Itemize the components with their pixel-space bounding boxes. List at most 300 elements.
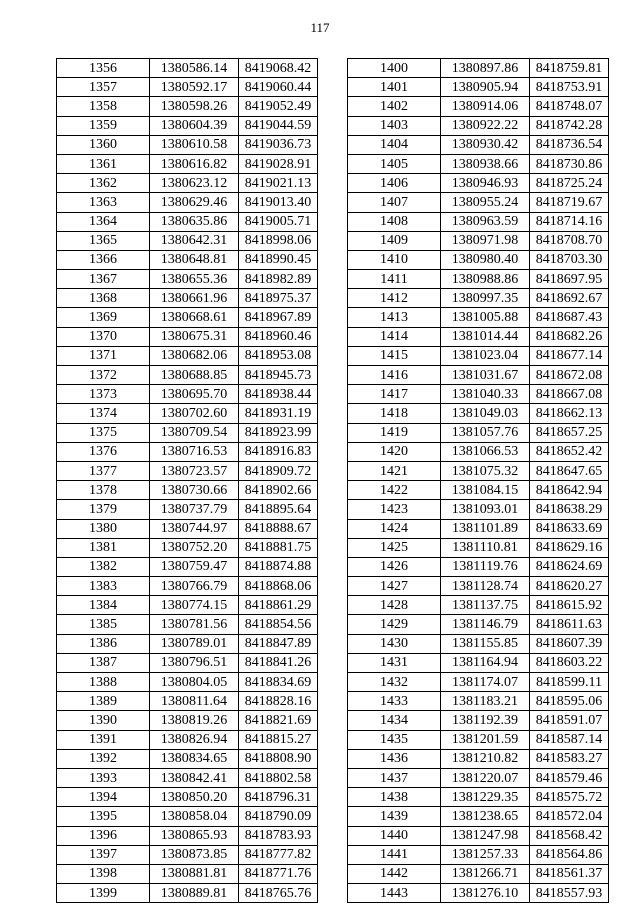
x-coordinate-cell: 1381210.82 <box>441 749 530 768</box>
point-number-cell: 1416 <box>348 366 441 385</box>
table-row <box>348 673 609 692</box>
table-row <box>57 519 318 538</box>
x-coordinate-cell: 1381057.76 <box>441 423 530 442</box>
table-row <box>57 634 318 653</box>
table-row <box>57 768 318 787</box>
point-number-cell: 1405 <box>348 154 441 173</box>
table-row <box>348 826 609 845</box>
x-coordinate-cell: 1381040.33 <box>441 385 530 404</box>
point-number-cell: 1426 <box>348 557 441 576</box>
table-row <box>57 404 318 423</box>
table-row <box>348 730 609 749</box>
table-row <box>348 385 609 404</box>
y-coordinate-cell: 8418868.06 <box>239 577 318 596</box>
point-number-cell: 1367 <box>57 270 150 289</box>
table-row <box>57 346 318 365</box>
y-coordinate-cell: 8418847.89 <box>239 634 318 653</box>
point-number-cell: 1408 <box>348 212 441 231</box>
point-number-cell: 1434 <box>348 711 441 730</box>
point-number-cell: 1414 <box>348 327 441 346</box>
y-coordinate-cell: 8419021.13 <box>239 174 318 193</box>
point-number-cell: 1407 <box>348 193 441 212</box>
coordinates-table-right <box>347 58 609 903</box>
page-number: 117 <box>310 20 330 35</box>
y-coordinate-cell: 8418821.69 <box>239 711 318 730</box>
table-row <box>348 653 609 672</box>
table-row <box>348 596 609 615</box>
table-row <box>348 116 609 135</box>
y-coordinate-cell: 8418945.73 <box>239 366 318 385</box>
y-coordinate-cell: 8418748.07 <box>530 97 609 116</box>
y-coordinate-cell: 8418938.44 <box>239 385 318 404</box>
x-coordinate-cell: 1381084.15 <box>441 481 530 500</box>
y-coordinate-cell: 8418575.72 <box>530 788 609 807</box>
y-coordinate-cell: 8418881.75 <box>239 538 318 557</box>
y-coordinate-cell: 8418834.69 <box>239 673 318 692</box>
x-coordinate-cell: 1380865.93 <box>150 826 239 845</box>
point-number-cell: 1443 <box>348 884 441 903</box>
x-coordinate-cell: 1381049.03 <box>441 404 530 423</box>
coordinates-table-left <box>56 58 318 903</box>
point-number-cell: 1389 <box>57 692 150 711</box>
y-coordinate-cell: 8418561.37 <box>530 864 609 883</box>
y-coordinate-cell: 8418990.45 <box>239 250 318 269</box>
x-coordinate-cell: 1381101.89 <box>441 519 530 538</box>
table-row <box>57 692 318 711</box>
x-coordinate-cell: 1380586.14 <box>150 59 239 78</box>
x-coordinate-cell: 1380759.47 <box>150 557 239 576</box>
table-row <box>57 461 318 480</box>
table-row <box>57 327 318 346</box>
table-row <box>57 481 318 500</box>
point-number-cell: 1366 <box>57 250 150 269</box>
point-number-cell: 1356 <box>57 59 150 78</box>
y-coordinate-cell: 8418703.30 <box>530 250 609 269</box>
table-row <box>348 212 609 231</box>
table-row <box>348 577 609 596</box>
x-coordinate-cell: 1380881.81 <box>150 864 239 883</box>
y-coordinate-cell: 8418587.14 <box>530 730 609 749</box>
x-coordinate-cell: 1381066.53 <box>441 442 530 461</box>
point-number-cell: 1365 <box>57 231 150 250</box>
point-number-cell: 1397 <box>57 845 150 864</box>
table-row <box>348 78 609 97</box>
table-row <box>57 653 318 672</box>
y-coordinate-cell: 8419036.73 <box>239 135 318 154</box>
table-row <box>57 270 318 289</box>
x-coordinate-cell: 1380955.24 <box>441 193 530 212</box>
point-number-cell: 1376 <box>57 442 150 461</box>
point-number-cell: 1371 <box>57 346 150 365</box>
table-row <box>348 270 609 289</box>
point-number-cell: 1399 <box>57 884 150 903</box>
x-coordinate-cell: 1381183.21 <box>441 692 530 711</box>
y-coordinate-cell: 8419044.59 <box>239 116 318 135</box>
point-number-cell: 1437 <box>348 768 441 787</box>
y-coordinate-cell: 8418802.58 <box>239 768 318 787</box>
table-row <box>57 615 318 634</box>
y-coordinate-cell: 8418790.09 <box>239 807 318 826</box>
x-coordinate-cell: 1381229.35 <box>441 788 530 807</box>
point-number-cell: 1422 <box>348 481 441 500</box>
y-coordinate-cell: 8418642.94 <box>530 481 609 500</box>
x-coordinate-cell: 1381164.94 <box>441 653 530 672</box>
x-coordinate-cell: 1381247.98 <box>441 826 530 845</box>
table-row <box>57 788 318 807</box>
y-coordinate-cell: 8418682.26 <box>530 327 609 346</box>
x-coordinate-cell: 1380648.81 <box>150 250 239 269</box>
x-coordinate-cell: 1380905.94 <box>441 78 530 97</box>
table-row <box>57 749 318 768</box>
point-number-cell: 1387 <box>57 653 150 672</box>
y-coordinate-cell: 8418638.29 <box>530 500 609 519</box>
y-coordinate-cell: 8418568.42 <box>530 826 609 845</box>
x-coordinate-cell: 1380980.40 <box>441 250 530 269</box>
point-number-cell: 1358 <box>57 97 150 116</box>
x-coordinate-cell: 1380930.42 <box>441 135 530 154</box>
x-coordinate-cell: 1380635.86 <box>150 212 239 231</box>
x-coordinate-cell: 1380642.31 <box>150 231 239 250</box>
table-row <box>348 500 609 519</box>
y-coordinate-cell: 8418854.56 <box>239 615 318 634</box>
point-number-cell: 1435 <box>348 730 441 749</box>
table-row <box>348 768 609 787</box>
x-coordinate-cell: 1381201.59 <box>441 730 530 749</box>
table-row <box>57 673 318 692</box>
y-coordinate-cell: 8419068.42 <box>239 59 318 78</box>
y-coordinate-cell: 8418765.76 <box>239 884 318 903</box>
y-coordinate-cell: 8418572.04 <box>530 807 609 826</box>
point-number-cell: 1421 <box>348 461 441 480</box>
point-number-cell: 1360 <box>57 135 150 154</box>
y-coordinate-cell: 8418647.65 <box>530 461 609 480</box>
point-number-cell: 1380 <box>57 519 150 538</box>
table-row <box>348 845 609 864</box>
table-row <box>57 78 318 97</box>
y-coordinate-cell: 8418777.82 <box>239 845 318 864</box>
point-number-cell: 1428 <box>348 596 441 615</box>
table-row <box>348 231 609 250</box>
point-number-cell: 1390 <box>57 711 150 730</box>
point-number-cell: 1404 <box>348 135 441 154</box>
y-coordinate-cell: 8418888.67 <box>239 519 318 538</box>
y-coordinate-cell: 8418982.89 <box>239 270 318 289</box>
point-number-cell: 1382 <box>57 557 150 576</box>
point-number-cell: 1424 <box>348 519 441 538</box>
y-coordinate-cell: 8418759.81 <box>530 59 609 78</box>
point-number-cell: 1381 <box>57 538 150 557</box>
point-number-cell: 1419 <box>348 423 441 442</box>
point-number-cell: 1384 <box>57 596 150 615</box>
y-coordinate-cell: 8418736.54 <box>530 135 609 154</box>
y-coordinate-cell: 8418783.93 <box>239 826 318 845</box>
table-row <box>57 864 318 883</box>
table-row <box>348 423 609 442</box>
y-coordinate-cell: 8418742.28 <box>530 116 609 135</box>
table-row <box>57 154 318 173</box>
x-coordinate-cell: 1380682.06 <box>150 346 239 365</box>
table-row <box>57 577 318 596</box>
y-coordinate-cell: 8418603.22 <box>530 653 609 672</box>
x-coordinate-cell: 1380668.61 <box>150 308 239 327</box>
table-row <box>348 634 609 653</box>
point-number-cell: 1441 <box>348 845 441 864</box>
x-coordinate-cell: 1381075.32 <box>441 461 530 480</box>
point-number-cell: 1438 <box>348 788 441 807</box>
table-row <box>348 788 609 807</box>
y-coordinate-cell: 8418960.46 <box>239 327 318 346</box>
y-coordinate-cell: 8418895.64 <box>239 500 318 519</box>
table-row <box>348 250 609 269</box>
x-coordinate-cell: 1380834.65 <box>150 749 239 768</box>
x-coordinate-cell: 1380988.86 <box>441 270 530 289</box>
y-coordinate-cell: 8419028.91 <box>239 154 318 173</box>
point-number-cell: 1427 <box>348 577 441 596</box>
point-number-cell: 1368 <box>57 289 150 308</box>
x-coordinate-cell: 1381238.65 <box>441 807 530 826</box>
point-number-cell: 1401 <box>348 78 441 97</box>
x-coordinate-cell: 1380781.56 <box>150 615 239 634</box>
y-coordinate-cell: 8418687.43 <box>530 308 609 327</box>
x-coordinate-cell: 1380850.20 <box>150 788 239 807</box>
y-coordinate-cell: 8418815.27 <box>239 730 318 749</box>
table-row <box>348 366 609 385</box>
x-coordinate-cell: 1381266.71 <box>441 864 530 883</box>
table-row <box>57 366 318 385</box>
point-number-cell: 1385 <box>57 615 150 634</box>
x-coordinate-cell: 1381146.79 <box>441 615 530 634</box>
x-coordinate-cell: 1381257.33 <box>441 845 530 864</box>
y-coordinate-cell: 8418953.08 <box>239 346 318 365</box>
y-coordinate-cell: 8418828.16 <box>239 692 318 711</box>
x-coordinate-cell: 1381023.04 <box>441 346 530 365</box>
x-coordinate-cell: 1380971.98 <box>441 231 530 250</box>
point-number-cell: 1417 <box>348 385 441 404</box>
point-number-cell: 1370 <box>57 327 150 346</box>
x-coordinate-cell: 1380616.82 <box>150 154 239 173</box>
x-coordinate-cell: 1380819.26 <box>150 711 239 730</box>
x-coordinate-cell: 1380789.01 <box>150 634 239 653</box>
point-number-cell: 1386 <box>57 634 150 653</box>
point-number-cell: 1400 <box>348 59 441 78</box>
point-number-cell: 1409 <box>348 231 441 250</box>
y-coordinate-cell: 8418677.14 <box>530 346 609 365</box>
y-coordinate-cell: 8418923.99 <box>239 423 318 442</box>
y-coordinate-cell: 8418657.25 <box>530 423 609 442</box>
table-row <box>57 174 318 193</box>
table-row <box>348 884 609 903</box>
table-row <box>57 116 318 135</box>
point-number-cell: 1440 <box>348 826 441 845</box>
point-number-cell: 1415 <box>348 346 441 365</box>
table-row <box>348 442 609 461</box>
x-coordinate-cell: 1380737.79 <box>150 500 239 519</box>
point-number-cell: 1373 <box>57 385 150 404</box>
table-row <box>57 442 318 461</box>
y-coordinate-cell: 8418624.69 <box>530 557 609 576</box>
table-row <box>348 154 609 173</box>
point-number-cell: 1392 <box>57 749 150 768</box>
x-coordinate-cell: 1380702.60 <box>150 404 239 423</box>
y-coordinate-cell: 8418611.63 <box>530 615 609 634</box>
y-coordinate-cell: 8418557.93 <box>530 884 609 903</box>
point-number-cell: 1359 <box>57 116 150 135</box>
table-row <box>57 97 318 116</box>
x-coordinate-cell: 1380598.26 <box>150 97 239 116</box>
table-row <box>57 289 318 308</box>
y-coordinate-cell: 8418652.42 <box>530 442 609 461</box>
table-row <box>57 557 318 576</box>
table-row <box>57 730 318 749</box>
x-coordinate-cell: 1380604.39 <box>150 116 239 135</box>
x-coordinate-cell: 1380774.15 <box>150 596 239 615</box>
x-coordinate-cell: 1380623.12 <box>150 174 239 193</box>
y-coordinate-cell: 8419005.71 <box>239 212 318 231</box>
y-coordinate-cell: 8418692.67 <box>530 289 609 308</box>
table-row <box>57 385 318 404</box>
y-coordinate-cell: 8418808.90 <box>239 749 318 768</box>
table-row <box>57 423 318 442</box>
point-number-cell: 1413 <box>348 308 441 327</box>
x-coordinate-cell: 1380826.94 <box>150 730 239 749</box>
table-row <box>348 135 609 154</box>
point-number-cell: 1363 <box>57 193 150 212</box>
x-coordinate-cell: 1381137.75 <box>441 596 530 615</box>
y-coordinate-cell: 8418861.29 <box>239 596 318 615</box>
y-coordinate-cell: 8418841.26 <box>239 653 318 672</box>
x-coordinate-cell: 1380914.06 <box>441 97 530 116</box>
point-number-cell: 1361 <box>57 154 150 173</box>
point-number-cell: 1412 <box>348 289 441 308</box>
table-row <box>348 308 609 327</box>
y-coordinate-cell: 8418771.76 <box>239 864 318 883</box>
x-coordinate-cell: 1380675.31 <box>150 327 239 346</box>
point-number-cell: 1362 <box>57 174 150 193</box>
y-coordinate-cell: 8418753.91 <box>530 78 609 97</box>
x-coordinate-cell: 1380946.93 <box>441 174 530 193</box>
y-coordinate-cell: 8418998.06 <box>239 231 318 250</box>
x-coordinate-cell: 1380723.57 <box>150 461 239 480</box>
y-coordinate-cell: 8418629.16 <box>530 538 609 557</box>
y-coordinate-cell: 8418975.37 <box>239 289 318 308</box>
y-coordinate-cell: 8418579.46 <box>530 768 609 787</box>
y-coordinate-cell: 8418667.08 <box>530 385 609 404</box>
y-coordinate-cell: 8418916.83 <box>239 442 318 461</box>
y-coordinate-cell: 8418620.27 <box>530 577 609 596</box>
point-number-cell: 1372 <box>57 366 150 385</box>
point-number-cell: 1398 <box>57 864 150 883</box>
x-coordinate-cell: 1381174.07 <box>441 673 530 692</box>
x-coordinate-cell: 1380858.04 <box>150 807 239 826</box>
table-row <box>57 135 318 154</box>
point-number-cell: 1410 <box>348 250 441 269</box>
y-coordinate-cell: 8418607.39 <box>530 634 609 653</box>
table-row <box>348 193 609 212</box>
table-row <box>57 308 318 327</box>
y-coordinate-cell: 8419052.49 <box>239 97 318 116</box>
point-number-cell: 1396 <box>57 826 150 845</box>
x-coordinate-cell: 1381093.01 <box>441 500 530 519</box>
point-number-cell: 1433 <box>348 692 441 711</box>
point-number-cell: 1436 <box>348 749 441 768</box>
point-number-cell: 1391 <box>57 730 150 749</box>
x-coordinate-cell: 1380592.17 <box>150 78 239 97</box>
point-number-cell: 1377 <box>57 461 150 480</box>
point-number-cell: 1388 <box>57 673 150 692</box>
table-row <box>348 289 609 308</box>
table-row <box>57 711 318 730</box>
y-coordinate-cell: 8418583.27 <box>530 749 609 768</box>
x-coordinate-cell: 1380730.66 <box>150 481 239 500</box>
y-coordinate-cell: 8418708.70 <box>530 231 609 250</box>
y-coordinate-cell: 8418599.11 <box>530 673 609 692</box>
table-row <box>57 596 318 615</box>
y-coordinate-cell: 8418796.31 <box>239 788 318 807</box>
point-number-cell: 1393 <box>57 768 150 787</box>
y-coordinate-cell: 8418967.89 <box>239 308 318 327</box>
x-coordinate-cell: 1381128.74 <box>441 577 530 596</box>
y-coordinate-cell: 8418672.08 <box>530 366 609 385</box>
table-row <box>348 749 609 768</box>
table-row <box>57 250 318 269</box>
point-number-cell: 1394 <box>57 788 150 807</box>
point-number-cell: 1369 <box>57 308 150 327</box>
point-number-cell: 1364 <box>57 212 150 231</box>
table-row <box>348 59 609 78</box>
table-row <box>57 538 318 557</box>
table-row <box>57 500 318 519</box>
point-number-cell: 1411 <box>348 270 441 289</box>
y-coordinate-cell: 8418730.86 <box>530 154 609 173</box>
x-coordinate-cell: 1380796.51 <box>150 653 239 672</box>
x-coordinate-cell: 1380766.79 <box>150 577 239 596</box>
x-coordinate-cell: 1381031.67 <box>441 366 530 385</box>
x-coordinate-cell: 1380661.96 <box>150 289 239 308</box>
table-row <box>57 807 318 826</box>
x-coordinate-cell: 1381110.81 <box>441 538 530 557</box>
y-coordinate-cell: 8418714.16 <box>530 212 609 231</box>
point-number-cell: 1432 <box>348 673 441 692</box>
table-row <box>57 59 318 78</box>
y-coordinate-cell: 8419013.40 <box>239 193 318 212</box>
point-number-cell: 1402 <box>348 97 441 116</box>
y-coordinate-cell: 8418595.06 <box>530 692 609 711</box>
point-number-cell: 1383 <box>57 577 150 596</box>
y-coordinate-cell: 8418697.95 <box>530 270 609 289</box>
x-coordinate-cell: 1380655.36 <box>150 270 239 289</box>
x-coordinate-cell: 1381220.07 <box>441 768 530 787</box>
point-number-cell: 1431 <box>348 653 441 672</box>
y-coordinate-cell: 8418902.66 <box>239 481 318 500</box>
y-coordinate-cell: 8418931.19 <box>239 404 318 423</box>
x-coordinate-cell: 1380752.20 <box>150 538 239 557</box>
x-coordinate-cell: 1380963.59 <box>441 212 530 231</box>
x-coordinate-cell: 1381192.39 <box>441 711 530 730</box>
point-number-cell: 1439 <box>348 807 441 826</box>
point-number-cell: 1375 <box>57 423 150 442</box>
table-row <box>57 193 318 212</box>
x-coordinate-cell: 1380997.35 <box>441 289 530 308</box>
x-coordinate-cell: 1380842.41 <box>150 768 239 787</box>
point-number-cell: 1374 <box>57 404 150 423</box>
table-row <box>348 519 609 538</box>
point-number-cell: 1378 <box>57 481 150 500</box>
x-coordinate-cell: 1380744.97 <box>150 519 239 538</box>
point-number-cell: 1418 <box>348 404 441 423</box>
y-coordinate-cell: 8418719.67 <box>530 193 609 212</box>
x-coordinate-cell: 1381119.76 <box>441 557 530 576</box>
table-row <box>348 174 609 193</box>
